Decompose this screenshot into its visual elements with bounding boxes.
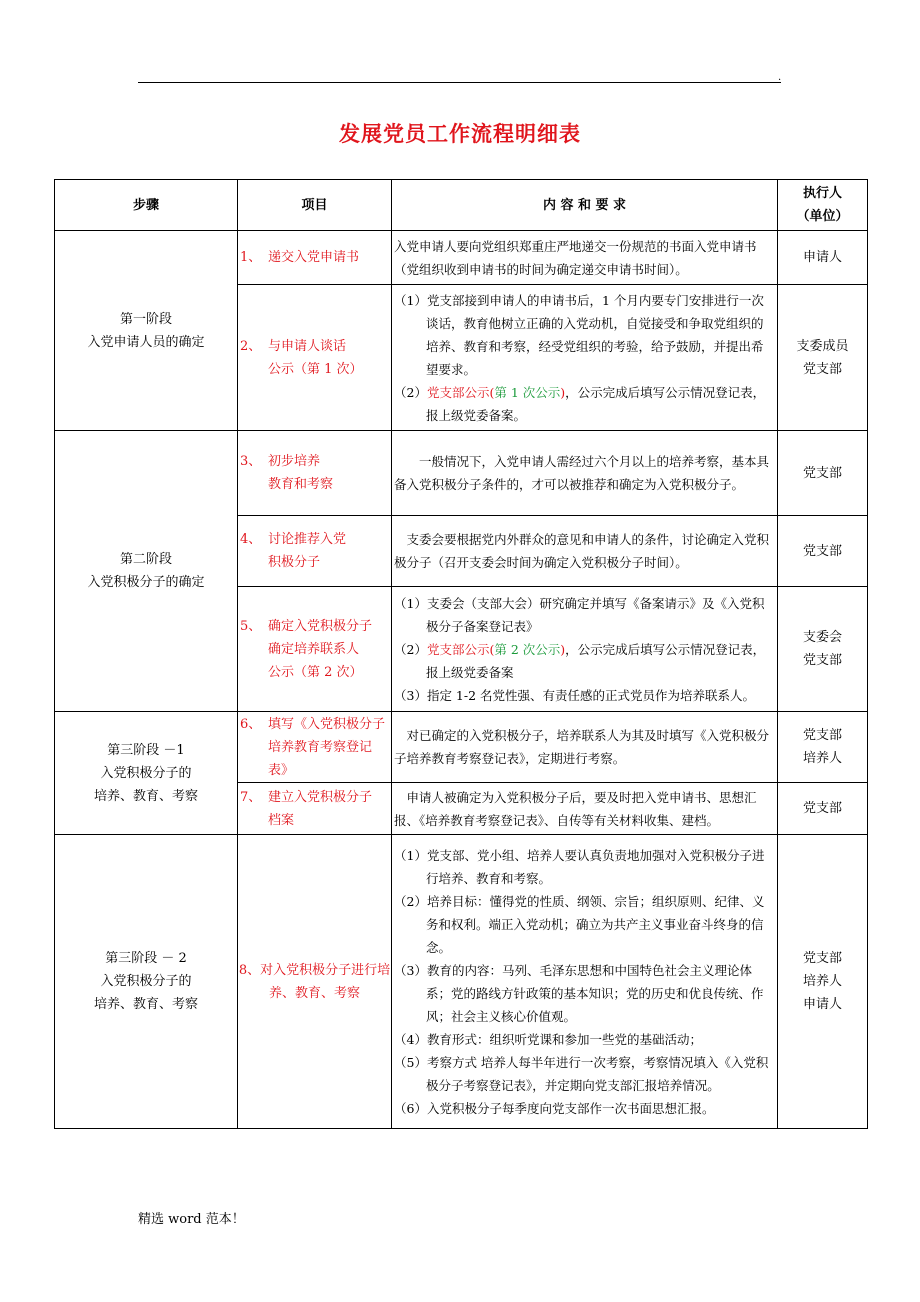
item-2-sublabel: 公示（第 1 次） bbox=[268, 361, 363, 377]
footer-note: 精选 word 范本！ bbox=[138, 1212, 245, 1227]
stage-2-cell bbox=[55, 431, 238, 712]
item-5-sublabel-1: 确定培养联系人 bbox=[268, 641, 360, 657]
exec-7: 党支部 bbox=[778, 783, 868, 835]
content-5-point-2-text: ，公示完成后填写公示情况登记表，报上级党委备案 bbox=[426, 641, 766, 680]
item-8-label: 对入党积极分子进行培 bbox=[260, 962, 391, 978]
item-4 bbox=[238, 516, 392, 587]
exec-5 bbox=[778, 587, 868, 712]
table-row bbox=[55, 712, 868, 783]
item-3-sublabel: 教育和考察 bbox=[268, 477, 334, 492]
exec-2 bbox=[778, 285, 868, 431]
stage-3a-title: 第三阶段 －1 bbox=[107, 742, 185, 758]
item-8-sublabel: 养、教育、考察 bbox=[268, 985, 360, 1001]
item-6-label: 填写《入党积极分子 bbox=[268, 716, 386, 732]
content-1 bbox=[392, 231, 778, 285]
content-5-point-1: （1）支委会（支部大会）研究确定并填写《备案请示》及《入党积极分子备案登记表》 bbox=[394, 595, 765, 634]
exec-6-line1: 党支部 bbox=[802, 728, 842, 743]
item-7-label: 建立入党积极分子 bbox=[268, 789, 373, 805]
header-executor-line2: （单位） bbox=[796, 209, 849, 224]
notice-label: 党支部公示( bbox=[426, 384, 495, 400]
workflow-table bbox=[54, 179, 868, 1129]
exec-5-line1: 支委会 bbox=[802, 630, 842, 645]
stage-1-cell bbox=[55, 231, 238, 431]
item-3 bbox=[238, 431, 392, 516]
item-1-label: 递交入党申请书 bbox=[268, 250, 360, 265]
exec-5-line2: 党支部 bbox=[802, 653, 842, 668]
item-5-number: 5、 bbox=[240, 618, 262, 634]
content-4 bbox=[392, 516, 778, 587]
item-2-number: 2、 bbox=[240, 338, 262, 354]
item-6-number: 6、 bbox=[240, 716, 262, 732]
content-8-point-3: （3）教育的内容：马列、毛泽东思想和中国特色社会主义理论体系；党的路线方针政策的基本知识；党的历史和优良传统、作风；社会主义核心价值观。 bbox=[394, 962, 764, 1024]
content-7-text: 申请人被确定为入党积极分子后，要及时把入党申请书、思想汇报、《培养教育考察登记表》、自传等有关材料收集、建档。 bbox=[394, 789, 757, 828]
notice-close: ) bbox=[560, 384, 566, 400]
header-mark: . bbox=[778, 72, 782, 83]
content-4-text: 支委会要根据党内外群众的意见和申请人的条件，讨论确定入党积极分子（召开支委会时间为确定入党积极分子时间）。 bbox=[394, 532, 770, 570]
content-5-point-3: （3）指定 1-2 名党性强、有责任感的正式党员作为培养联系人。 bbox=[394, 687, 756, 703]
content-7 bbox=[392, 783, 778, 835]
table-row bbox=[55, 231, 868, 285]
stage-2-subtitle: 入党积极分子的确定 bbox=[87, 575, 205, 590]
stage-1-title: 第一阶段 bbox=[119, 311, 172, 327]
stage-3a-subtitle-1: 入党积极分子的 bbox=[100, 765, 192, 781]
item-3-label: 初步培养 bbox=[268, 454, 321, 469]
item-3-number: 3、 bbox=[240, 454, 262, 469]
exec-6-line2: 培养人 bbox=[802, 751, 842, 766]
exec-8-line3: 申请人 bbox=[802, 997, 842, 1012]
content-2-point-2-prefix: （2） bbox=[394, 384, 427, 400]
exec-4: 党支部 bbox=[778, 516, 868, 587]
exec-2-line1: 支委成员 bbox=[796, 338, 849, 354]
stage-1-subtitle: 入党申请人员的确定 bbox=[87, 334, 205, 350]
exec-6 bbox=[778, 712, 868, 783]
item-4-number: 4、 bbox=[240, 532, 262, 547]
content-5 bbox=[392, 587, 778, 712]
content-8-point-6: （6）入党积极分子每季度向党支部作一次书面思想汇报。 bbox=[394, 1100, 715, 1116]
notice-round: 第 2 次公示 bbox=[494, 641, 561, 657]
table-row bbox=[55, 835, 868, 1129]
content-8-point-2: （2）培养目标：懂得党的性质、纲领、宗旨；组织原则、纪律、义务和权利。端正入党动机；确立为共产主义事业奋斗终身的信念。 bbox=[394, 893, 765, 955]
header-step: 步骤 bbox=[55, 180, 238, 231]
header-item: 项目 bbox=[238, 180, 392, 231]
item-2-label: 与申请人谈话 bbox=[268, 338, 347, 354]
content-8 bbox=[392, 835, 778, 1129]
exec-3: 党支部 bbox=[778, 431, 868, 516]
exec-2-line2: 党支部 bbox=[802, 361, 842, 377]
content-1-text: 入党申请人要向党组织郑重庄严地递交一份规范的书面入党申请书（党组织收到申请书的时间为确定递交申请书时间）。 bbox=[394, 238, 757, 277]
item-7-sublabel: 档案 bbox=[268, 812, 295, 828]
stage-2-title: 第二阶段 bbox=[119, 552, 172, 567]
stage-3a-subtitle-2: 培养、教育、考察 bbox=[93, 788, 198, 804]
content-6 bbox=[392, 712, 778, 783]
notice-close: ) bbox=[560, 641, 566, 657]
content-2-point-2-text: ，公示完成后填写公示情况登记表，报上级党委备案。 bbox=[426, 384, 766, 423]
item-5-sublabel-2: 公示（第 2 次） bbox=[268, 664, 363, 680]
header-executor-line1: 执行人 bbox=[802, 186, 842, 201]
table-row bbox=[55, 431, 868, 516]
item-4-sublabel: 积极分子 bbox=[268, 555, 321, 570]
content-5-point-2-prefix: （2） bbox=[394, 641, 427, 657]
content-3-text: 一般情况下，入党申请人需经过六个月以上的培养考察，基本具备入党积极分子条件的，才可以被推荐和确定为入党积极分子。 bbox=[394, 454, 770, 492]
header-rule bbox=[138, 82, 781, 83]
item-6-sublabel-1: 培养教育考察登记 bbox=[268, 739, 373, 755]
exec-8-line2: 培养人 bbox=[802, 974, 842, 989]
item-4-label: 讨论推荐入党 bbox=[268, 532, 347, 547]
content-8-point-1: （1）党支部、党小组、培养人要认真负责地加强对入党积极分子进行培养、教育和考察。 bbox=[394, 847, 765, 886]
stage-3b-cell bbox=[55, 835, 238, 1129]
item-7-number: 7、 bbox=[240, 789, 262, 805]
content-8-point-5: （5）考察方式 培养人每半年进行一次考察，考察情况填入《入党积极分子考察登记表》，并定期向党支部汇报培养情况。 bbox=[394, 1054, 769, 1093]
item-5 bbox=[238, 587, 392, 712]
stage-3b-subtitle-1: 入党积极分子的 bbox=[100, 974, 192, 989]
notice-round: 第 1 次公示 bbox=[494, 384, 561, 400]
item-6-sublabel-2: 表》 bbox=[268, 762, 295, 778]
header-executor bbox=[778, 180, 868, 231]
stage-3b-title: 第三阶段 － 2 bbox=[105, 951, 187, 966]
table-header-row bbox=[55, 180, 868, 231]
header-content: 内 容 和 要 求 bbox=[392, 180, 778, 231]
item-1-number: 1、 bbox=[240, 250, 262, 265]
content-3 bbox=[392, 431, 778, 516]
notice-label: 党支部公示( bbox=[426, 641, 495, 657]
stage-3a-cell bbox=[55, 712, 238, 835]
exec-8-line1: 党支部 bbox=[802, 951, 842, 966]
content-2 bbox=[392, 285, 778, 431]
item-8-number: 8、 bbox=[238, 962, 261, 978]
content-2-point-2 bbox=[394, 381, 773, 427]
content-5-point-2 bbox=[394, 638, 773, 684]
item-5-label: 确定入党积极分子 bbox=[268, 618, 373, 634]
item-2 bbox=[238, 285, 392, 431]
page-title: 发展党员工作流程明细表 bbox=[339, 121, 581, 146]
exec-1: 申请人 bbox=[778, 231, 868, 285]
content-8-point-4: （4）教育形式：组织听党课和参加一些党的基础活动； bbox=[394, 1031, 702, 1047]
item-8 bbox=[238, 835, 392, 1129]
item-7 bbox=[238, 783, 392, 835]
exec-8 bbox=[778, 835, 868, 1129]
stage-3b-subtitle-2: 培养、教育、考察 bbox=[93, 997, 198, 1012]
item-1 bbox=[238, 231, 392, 285]
item-6 bbox=[238, 712, 392, 783]
content-2-point-1: （1）党支部接到申请人的申请书后，1 个月内要专门安排进行一次谈话，教育他树立正确的入党动机，自觉接受和争取党组织的培养、教育和考察，经受党组织的考验，给予鼓励，并提出希望要求。 bbox=[394, 292, 764, 377]
content-6-text: 对已确定的入党积极分子，培养联系人为其及时填写《入党积极分子培养教育考察登记表》，定期进行考察。 bbox=[394, 728, 770, 766]
